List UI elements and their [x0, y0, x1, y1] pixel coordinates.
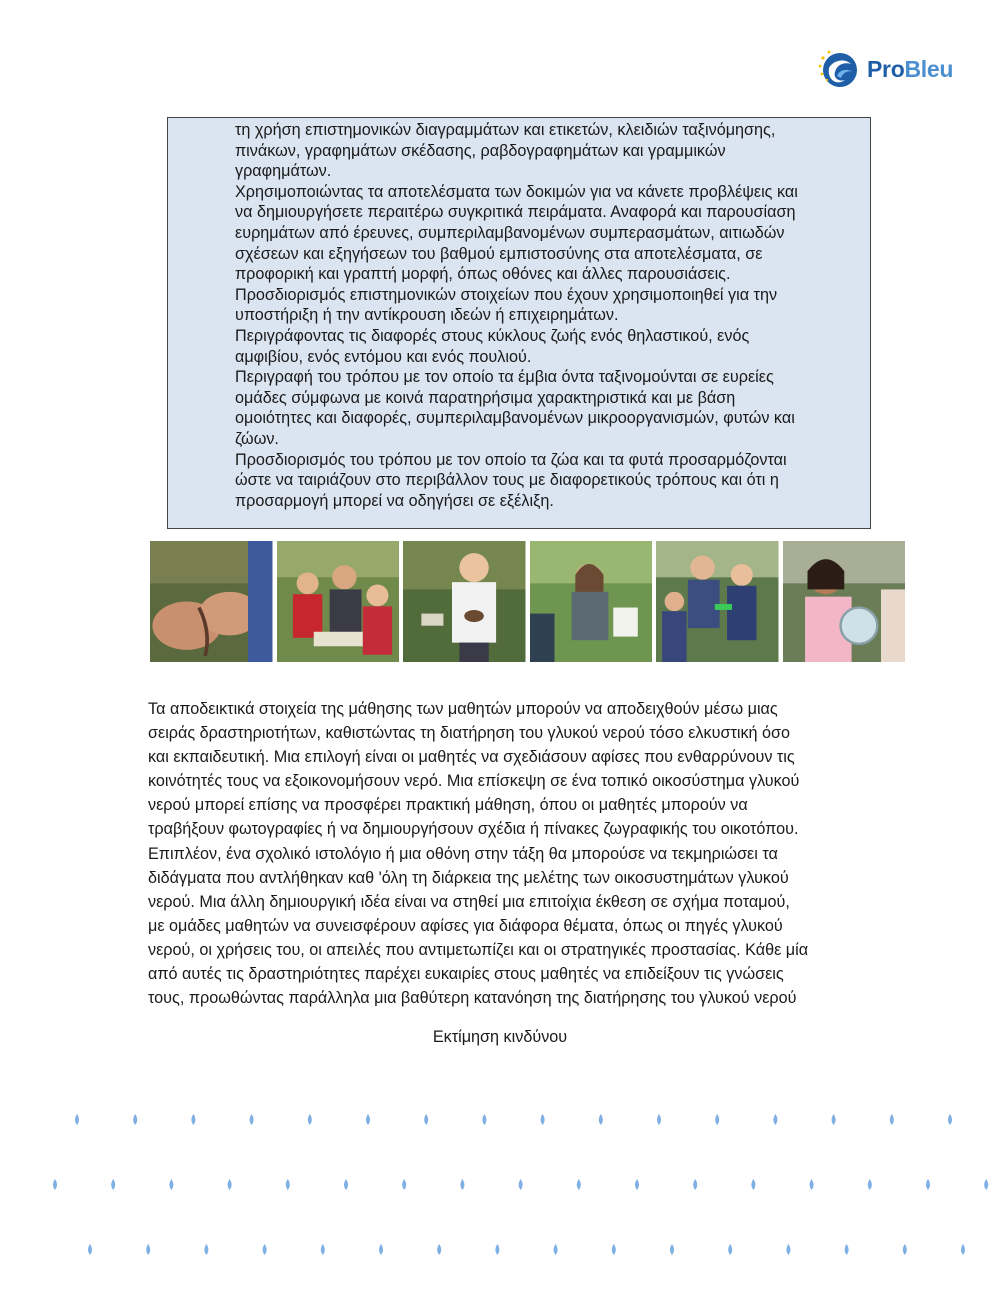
water-drop-icon — [379, 1244, 383, 1255]
water-drop-pattern — [0, 1100, 1000, 1270]
water-drop-icon — [75, 1114, 79, 1125]
water-drop-icon — [599, 1114, 603, 1125]
water-drop-icon — [693, 1179, 697, 1190]
water-drop-icon — [321, 1244, 325, 1255]
water-drop-icon — [657, 1114, 661, 1125]
box-line: Χρησιμοποιώντας τα αποτελέσματα των δοκιμών για να κάνετε προβλέψεις και — [235, 182, 798, 201]
water-drop-icon — [460, 1179, 464, 1190]
water-drop-icon — [832, 1114, 836, 1125]
water-drop-icon — [146, 1244, 150, 1255]
water-drop-icon — [88, 1244, 92, 1255]
water-drop-icon — [612, 1244, 616, 1255]
box-line: γραφημάτων. — [235, 162, 332, 181]
paragraph-line: νερού, οι χρήσεις του, οι απειλές που αντιμετωπίζει και οι στρατηγικές προστασίας. Κάθε μία — [148, 940, 809, 959]
water-drop-icon — [437, 1244, 441, 1255]
water-drop-icon — [204, 1244, 208, 1255]
box-line: πινάκων, γραφημάτων σκέδασης, ραβδογραφημάτων και γραμμικών — [235, 141, 726, 160]
box-line: ευρημάτων από έρευνες, συμπεριλαμβανομένων συμπερασμάτων, αιτιωδών — [235, 223, 785, 242]
water-drop-icon — [903, 1244, 907, 1255]
water-drop-icon — [495, 1244, 499, 1255]
box-line: ώστε να ταιριάζουν στο περιβάλλον τους με διαφορετικούς τρόπους και ότι η — [235, 471, 779, 490]
paragraph-line: τραβήξουν φωτογραφίες ή να δημιουργήσουν σχέδια ή πίνακες ζωγραφικής του οικοτόπου. — [148, 820, 799, 839]
paragraph-line: Επιπλέον, ένα σχολικό ιστολόγιο ή μια οθόνη στην τάξη θα μπορούσε να τεκμηριώσει τα — [148, 844, 778, 863]
photo-girl-magnifier — [783, 541, 906, 662]
water-drop-icon — [191, 1114, 195, 1125]
photo-hands-worm — [150, 541, 273, 662]
section-heading-risk-assessment: Εκτίμηση κινδύνου — [432, 1028, 568, 1046]
box-line: τη χρήση επιστημονικών διαγραμμάτων και ετικετών, κλειδιών ταξινόμησης, — [235, 121, 776, 139]
water-drop-icon — [890, 1114, 894, 1125]
water-drop-icon — [868, 1179, 872, 1190]
learning-objectives-box — [167, 117, 871, 529]
water-drop-icon — [715, 1114, 719, 1125]
paragraph-line: Τα αποδεικτικά στοιχεία της μάθησης των μαθητών μπορούν να αποδειχθούν μέσω μιας — [148, 700, 778, 718]
water-drop-icon — [53, 1179, 57, 1190]
water-drop-icon — [402, 1179, 406, 1190]
water-drop-icon — [926, 1179, 930, 1190]
water-drop-icon — [250, 1114, 254, 1125]
water-drop-icon — [728, 1244, 732, 1255]
box-line: Προσδιορισμός επιστημονικών στοιχείων που έχουν χρησιμοποιηθεί για την — [235, 285, 778, 304]
box-line: προφορική και γραπτή μορφή, όπως οθόνες και άλλες παρουσιάσεις. — [235, 265, 731, 284]
photo-woman-outdoors — [530, 541, 653, 662]
water-drop-icon — [366, 1114, 370, 1125]
water-drop-icon — [984, 1179, 988, 1190]
water-drop-icon — [133, 1114, 137, 1125]
water-drop-icon — [751, 1179, 755, 1190]
water-drop-icon — [228, 1179, 232, 1190]
probleu-logo — [815, 46, 965, 92]
paragraph-line: κοινότητές τους να εξοικονομήσουν νερό. Μια επίσκεψη σε ένα τοπικό οικοσύστημα γλυκού — [148, 772, 800, 791]
photo-strip — [150, 541, 905, 662]
water-drop-icon — [344, 1179, 348, 1190]
water-drop-icon — [845, 1244, 849, 1255]
water-drop-icon — [577, 1179, 581, 1190]
box-line: Περιγραφή του τρόπου με τον οποίο τα έμβια όντα ταξινομούνται σε ευρείες — [235, 368, 774, 387]
water-drop-icon — [786, 1244, 790, 1255]
box-line: ζώων. — [235, 429, 279, 448]
water-drop-icon — [482, 1114, 486, 1125]
water-drop-icon — [263, 1244, 267, 1255]
water-drop-icon — [773, 1114, 777, 1125]
box-line: ομάδες σύμφωνα με κοινά παρατηρήσιμα χαρακτηριστικά και με βάση — [235, 388, 736, 407]
box-line: σχέσεων και εξηγήσεων του βαθμού εμπιστοσύνης στα αποτελέσματα, σε — [235, 244, 763, 263]
water-drop-icon — [670, 1244, 674, 1255]
paragraph-line: σειράς δραστηριοτήτων, καθιστώντας τη διατήρηση του γλυκού νερού τόσο ελκυστική όσο — [148, 724, 791, 743]
water-drop-icon — [519, 1179, 523, 1190]
box-line: Περιγράφοντας τις διαφορές στους κύκλους ζωής ενός θηλαστικού, ενός — [235, 326, 750, 345]
paragraph-line: τους, προωθώντας παράλληλα μια βαθύτερη κατανόηση της διατήρησης του γλυκού νερού — [148, 989, 797, 1008]
paragraph-line: και εκπαιδευτική. Μια επιλογή είναι οι μαθητές να σχεδιάσουν αφίσες που ενθαρρύνουν τις — [148, 748, 795, 767]
logo-wordmark: ProBleu — [867, 55, 954, 82]
paragraph-line: νερού. Μια άλλη δημιουργική ιδέα είναι να στηθεί μια επιτοίχια έκθεση σε σχήμα ποταμού, — [148, 892, 790, 911]
paragraph-line: διδάγματα που αντλήθηκαν καθ 'όλη τη διάρκεια της μελέτης των οικοσυστημάτων γλυκού — [148, 868, 789, 887]
paragraph-line: με ομάδες μαθητών να συνεισφέρουν αφίσες για διάφορα θέματα, όπως οι πηγές γλυκού — [148, 916, 783, 935]
water-drop-icon — [308, 1114, 312, 1125]
box-line: Προσδιορισμός του τρόπου με τον οποίο τα ζώα και τα φυτά προσαρμόζονται — [235, 450, 787, 469]
box-line: αμφιβίου, ενός εντόμου και ενός πουλιού. — [235, 347, 532, 366]
water-drop-icon — [961, 1244, 965, 1255]
water-drop-icon — [635, 1179, 639, 1190]
box-line: να δημιουργήσετε περαιτέρω συγκριτικά πειράματα. Αναφορά και παρουσίαση — [235, 203, 796, 222]
water-drop-icon — [810, 1179, 814, 1190]
evidence-paragraph — [148, 697, 893, 1010]
paragraph-line: νερού μπορεί επίσης να προσφέρει πρακτική μάθηση, όπου οι μαθητές μπορούν να — [148, 796, 748, 815]
photo-children-teacher — [656, 541, 779, 662]
water-drop-icon — [541, 1114, 545, 1125]
probleu-globe-icon — [815, 46, 861, 92]
water-drop-icon — [169, 1179, 173, 1190]
photo-children-group — [277, 541, 400, 662]
box-line: υποστήριξη ή την αντίκρουση ιδεών ή επιχειρημάτων. — [235, 306, 619, 325]
paragraph-line: από αυτές τις δραστηριότητες παρέχει ευκαιρίες στους μαθητές να επιδείξουν τις γνώσεις — [148, 965, 784, 984]
box-line: προσαρμογή μπορεί να οδηγήσει σε εξέλιξη. — [235, 491, 554, 510]
water-drop-icon — [286, 1179, 290, 1190]
water-drop-icon — [424, 1114, 428, 1125]
box-line: ομοιότητες και διαφορές, συμπεριλαμβανομένων μικροοργανισμών, φυτών και — [235, 409, 795, 428]
water-drop-icon — [111, 1179, 115, 1190]
water-drop-icon — [554, 1244, 558, 1255]
water-drop-icon — [948, 1114, 952, 1125]
photo-boy-specimen — [403, 541, 526, 662]
